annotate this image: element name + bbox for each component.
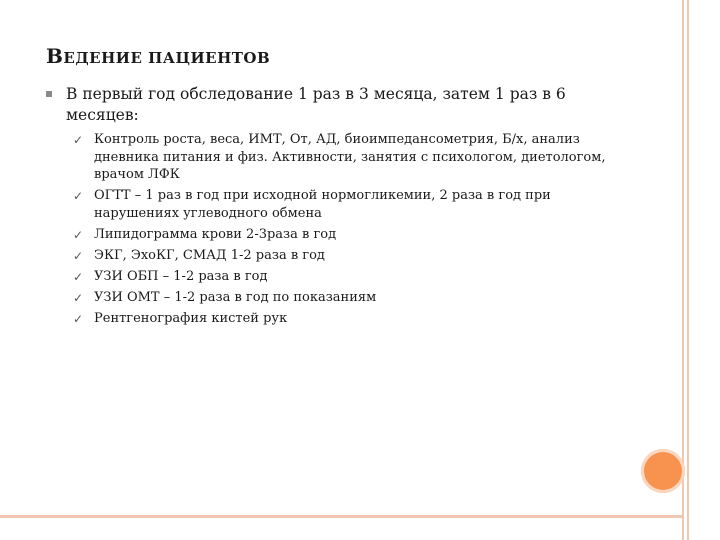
checkmark-icon: ✓ (73, 269, 84, 284)
frame-line-vertical-right (687, 0, 689, 540)
checklist-item (73, 247, 633, 265)
frame-line-vertical-left (682, 0, 684, 540)
main-bullet (46, 84, 636, 126)
checklist-item (73, 226, 633, 244)
checklist-item-text: Рентгенография кистей рук (94, 310, 288, 326)
checkmark-icon: ✓ (73, 227, 84, 242)
orange-circle-decoration (641, 449, 685, 493)
square-bullet-icon (46, 91, 52, 97)
checklist-item-text: УЗИ ОМТ – 1-2 раза в год по показаниям (94, 289, 377, 305)
checklist-item (73, 187, 633, 222)
checkmark-icon: ✓ (73, 133, 84, 147)
checklist-item (73, 131, 633, 184)
checklist-item (73, 268, 633, 286)
title-first-letter: В (46, 44, 64, 68)
checklist-item (73, 310, 633, 328)
main-bullet-text: В первый год обследование 1 раз в 3 месяца, затем 1 раз в 6 месяцев: (66, 85, 566, 124)
checkmark-icon: ✓ (73, 189, 84, 203)
checkmark-icon: ✓ (73, 290, 84, 305)
checkmark-icon: ✓ (73, 311, 84, 326)
checklist-item-text: УЗИ ОБП – 1-2 раза в год (94, 268, 268, 284)
checklist-item-text: ОГТТ – 1 раз в год при исходной нормогликемии, 2 раза в год при нарушениях углеводного обмена (94, 188, 551, 221)
checklist-item (73, 289, 633, 307)
checklist-item-text: Контроль роста, веса, ИМТ, От, АД, биоимпедансометрия, Б/х, анализ дневника питания и физ. Активности, занятия с психологом, диетологом, врачом ЛФК (94, 132, 606, 182)
checklist (73, 131, 633, 331)
checklist-item-text: ЭКГ, ЭхоКГ, СМАД 1-2 раза в год (94, 247, 325, 263)
checklist-item-text: Липидограмма крови 2-3раза в год (94, 226, 337, 242)
frame-line-horizontal (0, 515, 682, 518)
title-rest: ЕДЕНИЕ ПАЦИЕНТОВ (63, 49, 271, 67)
checkmark-icon: ✓ (73, 248, 84, 263)
slide-title (46, 44, 270, 68)
